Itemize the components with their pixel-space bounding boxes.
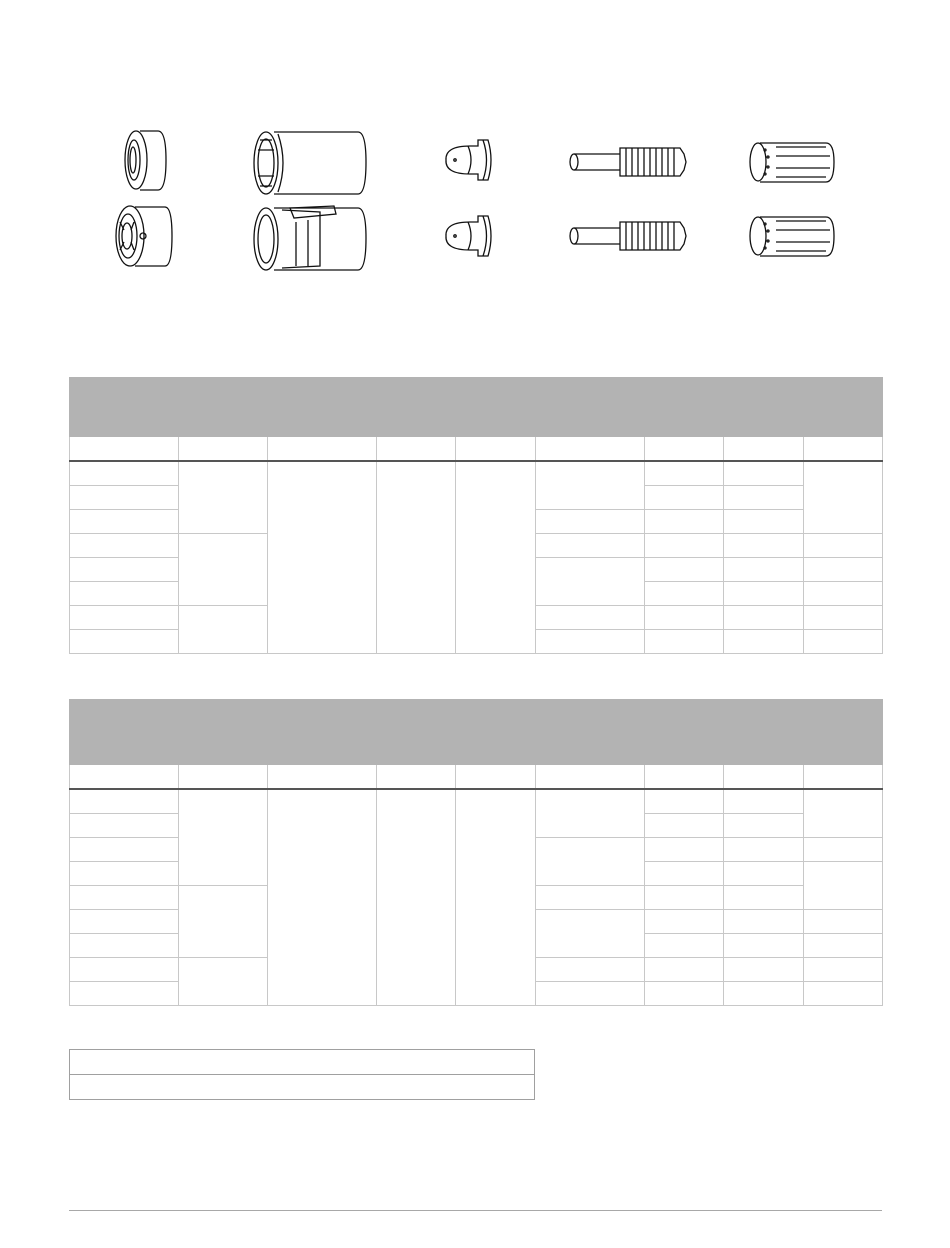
table-row <box>70 1075 535 1100</box>
header-cell <box>377 700 536 765</box>
swirl-ring-icon <box>750 143 834 182</box>
cut-chart-table-1 <box>69 377 883 654</box>
header-cell <box>804 378 883 437</box>
shield-ohmic-icon <box>116 206 172 266</box>
table-units-row <box>70 437 883 462</box>
header-cell <box>179 700 268 765</box>
header-cell <box>724 741 804 765</box>
table-units-row <box>70 765 883 790</box>
table-row <box>70 461 883 486</box>
table-header-row <box>70 700 883 741</box>
cut-chart-table-2 <box>69 699 883 1006</box>
header-cell <box>804 700 883 765</box>
header-cell <box>179 378 268 437</box>
header-cell <box>645 401 724 437</box>
header-cell <box>70 700 179 765</box>
electrode-b-icon <box>570 222 686 250</box>
header-cell <box>536 378 645 437</box>
swirl-ring-b-icon <box>750 217 834 256</box>
header-cell <box>70 378 179 437</box>
header-cell <box>536 700 645 765</box>
table-row <box>70 1050 535 1075</box>
note-table <box>69 1049 535 1100</box>
table-header-row <box>70 378 883 401</box>
header-cell <box>645 700 804 741</box>
header-cell <box>645 378 804 401</box>
header-cell <box>645 741 724 765</box>
nozzle-b-icon <box>446 216 491 256</box>
header-cell <box>268 700 377 765</box>
header-cell <box>268 378 377 437</box>
nozzle-icon <box>446 140 491 180</box>
shield-icon <box>125 131 166 190</box>
header-cell <box>724 401 804 437</box>
table-row <box>70 789 883 814</box>
electrode-icon <box>570 148 686 176</box>
parts-illustration <box>0 0 950 300</box>
retaining-cap-icon <box>254 132 366 194</box>
header-cell <box>377 378 536 437</box>
footer-rule <box>69 1210 882 1211</box>
retaining-cap-ohmic-icon <box>254 206 366 270</box>
